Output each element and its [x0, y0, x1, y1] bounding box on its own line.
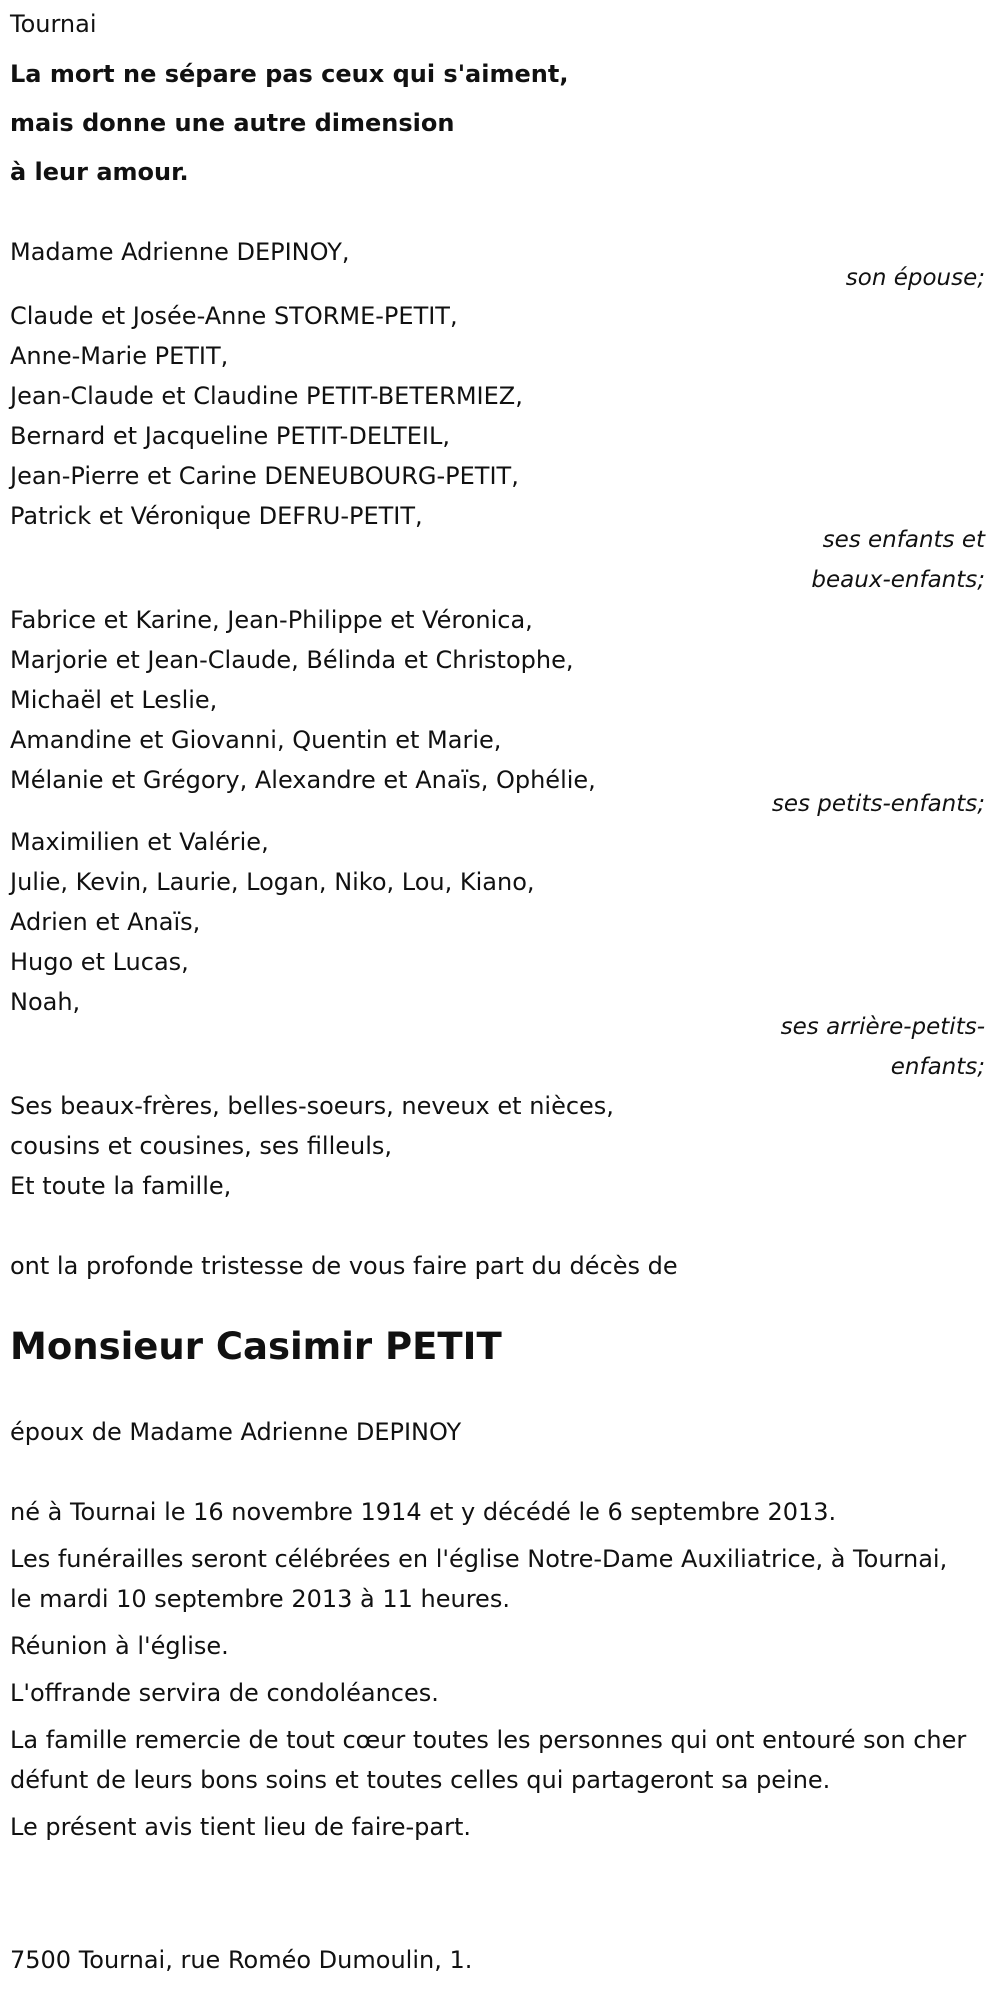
list-item: Patrick et Véronique DEFRU-PETIT, — [10, 502, 423, 530]
list-item: Fabrice et Karine, Jean-Philippe et Véronica, — [10, 606, 533, 634]
city-label: Tournai — [10, 10, 97, 38]
spouse-of: époux de Madame Adrienne DEPINOY — [10, 1418, 462, 1446]
quote — [10, 50, 985, 197]
list-item: cousins et cousines, ses filleuls, — [10, 1132, 393, 1160]
list-item: Maximilien et Valérie, — [10, 828, 269, 856]
detail-paragraph: L'offrande servira de condoléances. — [10, 1679, 439, 1707]
role-line: ses arrière-petits- — [780, 1014, 985, 1040]
spouse-role: son épouse; — [845, 265, 985, 291]
list-item: Noah, — [10, 988, 81, 1016]
list-item: Hugo et Lucas, — [10, 948, 189, 976]
great-grandchildren-list — [10, 822, 985, 1022]
list-item: Amandine et Giovanni, Quentin et Marie, — [10, 726, 502, 754]
list-item: Bernard et Jacqueline PETIT-DELTEIL, — [10, 422, 450, 450]
list-item: Michaël et Leslie, — [10, 686, 218, 714]
children-role — [811, 520, 985, 600]
list-item: Claude et Josée-Anne STORME-PETIT, — [10, 302, 458, 330]
list-item: Jean-Pierre et Carine DENEUBOURG-PETIT, — [10, 462, 519, 490]
grandchildren-list — [10, 600, 985, 800]
spouse-name: Madame Adrienne DEPINOY, — [10, 238, 350, 266]
grandchildren-role: ses petits-enfants; — [771, 791, 985, 817]
list-item: Mélanie et Grégory, Alexandre et Anaïs, Ophélie, — [10, 766, 596, 794]
list-item: Ses beaux-frères, belles-soeurs, neveux et nièces, — [10, 1092, 614, 1120]
detail-paragraph: né à Tournai le 16 novembre 1914 et y décédé le 6 septembre 2013. — [10, 1498, 837, 1526]
details — [10, 1492, 970, 1847]
list-item: Adrien et Anaïs, — [10, 908, 201, 936]
list-item: Et toute la famille, — [10, 1172, 232, 1200]
list-item: Julie, Kevin, Laurie, Logan, Niko, Lou, Kiano, — [10, 868, 535, 896]
children-list — [10, 296, 985, 536]
list-item: Jean-Claude et Claudine PETIT-BETERMIEZ, — [10, 382, 523, 410]
detail-paragraph: Les funérailles seront célébrées en l'église Notre-Dame Auxiliatrice, à Tournai, le mardi 10 septembre 2013 à 11 heures. — [10, 1545, 948, 1613]
quote-line: mais donne une autre dimension — [10, 109, 455, 137]
family-list — [10, 1086, 985, 1206]
role-line: enfants; — [890, 1054, 985, 1080]
detail-paragraph: Réunion à l'église. — [10, 1632, 229, 1660]
deceased-name: Monsieur Casimir PETIT — [10, 1325, 502, 1368]
announcement: ont la profonde tristesse de vous faire part du décès de — [10, 1252, 678, 1280]
role-line: ses enfants et — [822, 527, 985, 553]
quote-line: La mort ne sépare pas ceux qui s'aiment, — [10, 60, 569, 88]
list-item: Anne-Marie PETIT, — [10, 342, 229, 370]
great-grandchildren-role — [781, 1007, 985, 1087]
list-item: Marjorie et Jean-Claude, Bélinda et Christophe, — [10, 646, 574, 674]
detail-paragraph: La famille remercie de tout cœur toutes les personnes qui ont entouré son cher défunt de leurs bons soins et toutes celles qui partageront sa peine. — [10, 1726, 967, 1794]
quote-line: à leur amour. — [10, 158, 189, 186]
role-line: beaux-enfants; — [811, 567, 985, 593]
address: 7500 Tournai, rue Roméo Dumoulin, 1. — [10, 1946, 473, 1974]
detail-paragraph: Le présent avis tient lieu de faire-part. — [10, 1813, 472, 1841]
